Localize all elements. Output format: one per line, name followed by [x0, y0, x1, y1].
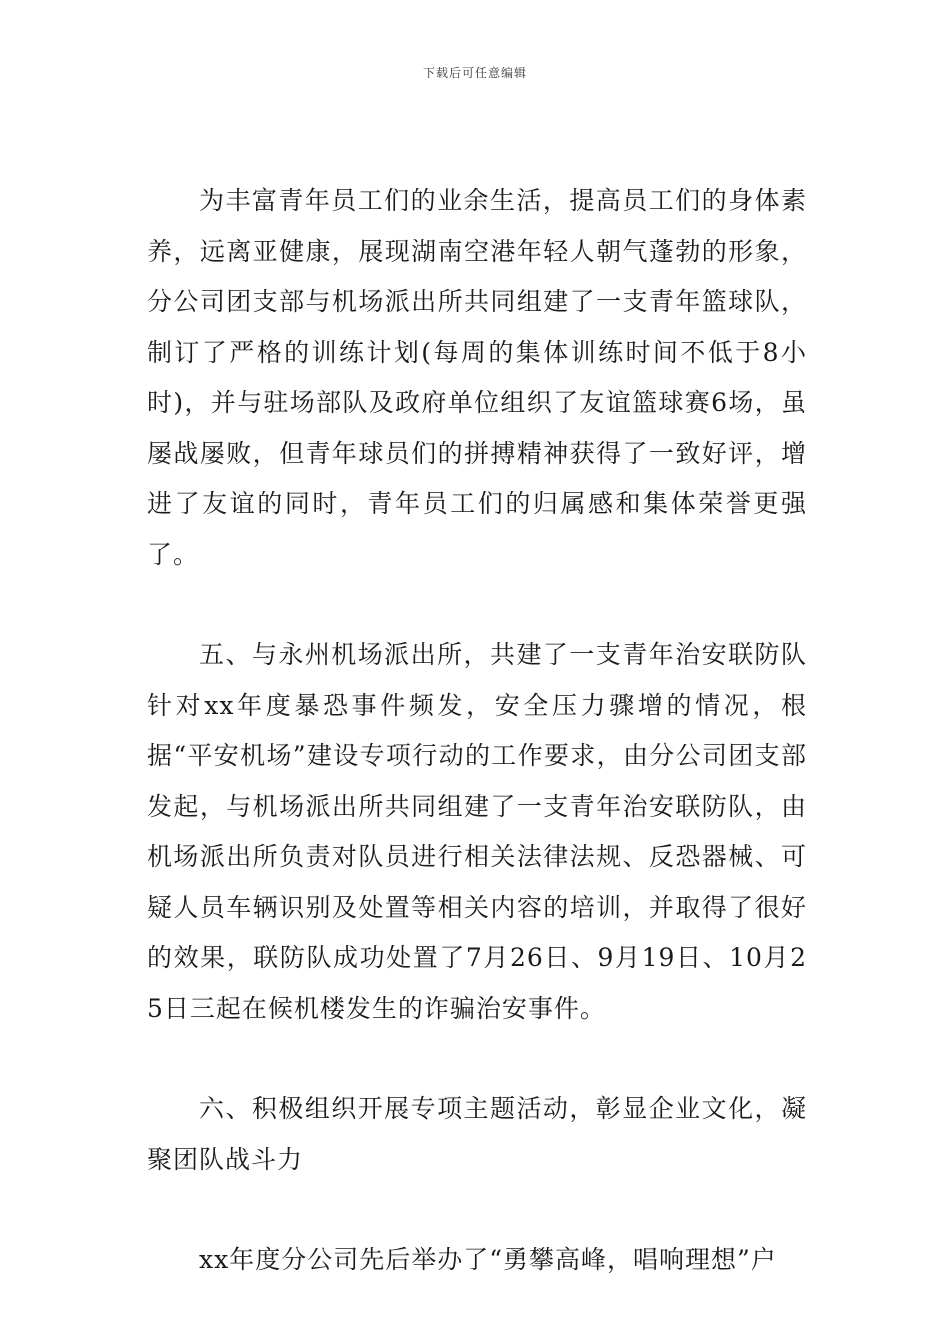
page-header: 下载后可任意编辑 — [422, 66, 527, 80]
document-body — [147, 176, 807, 1286]
paragraph-security-team: 五、与永州机场派出所，共建了一支青年治安联防队针对xx年度暴恐事件频发，安全压力骤增的情况，根据“平安机场”建设专项行动的工作要求，由分公司团支部发起，与机场派出所共同组建了一支青年治安联防队，由机场派出所负责对队员进行相关法律法规、反恐器械、可疑人员车辆识别及处置等相关内容的培训，并取得了很好的效果，联防队成功处置了7月26日、9月19日、10月25日三起在候机楼发生的诈骗治安事件。 — [147, 640, 807, 1023]
paragraph-section-six-heading: 六、积极组织开展专项主题活动，彰显企业文化，凝聚团队战斗力 — [147, 1094, 807, 1174]
paragraph-activities: xx年度分公司先后举办了“勇攀高峰，唱响理想”户 — [199, 1245, 777, 1274]
paragraph-basketball-team: 为丰富青年员工们的业余生活，提高员工们的身体素养，远离亚健康，展现湖南空港年轻人朝气蓬勃的形象，分公司团支部与机场派出所共同组建了一支青年篮球队，制订了严格的训练计划(每周的集体训练时间不低于8小时)，并与驻场部队及政府单位组织了友谊篮球赛6场，虽屡战屡败，但青年球员们的拼搏精神获得了一致好评，增进了友谊的同时，青年员工们的归属感和集体荣誉更强了。 — [147, 186, 807, 569]
